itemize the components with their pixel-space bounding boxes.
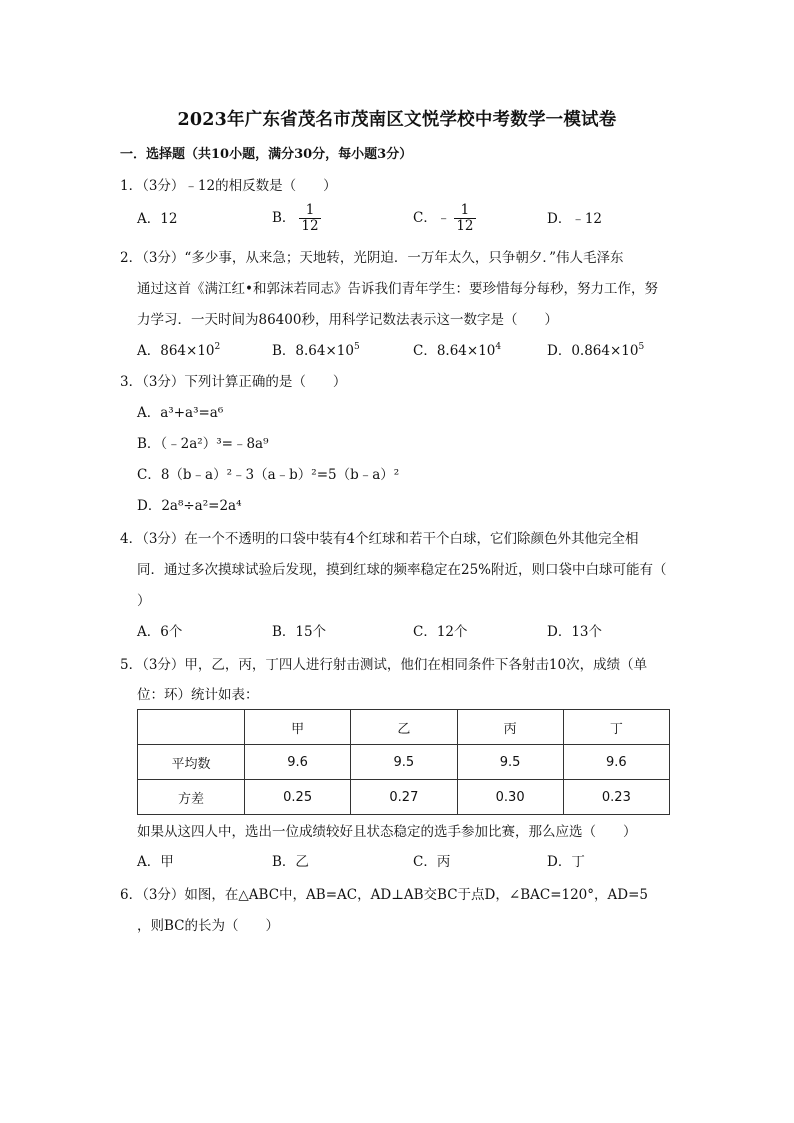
table-row	[138, 745, 670, 780]
question-5-line-1: 5．（3分）甲，乙，丙，丁四人进行射击测试，他们在相同条件下各射击10次，成绩（单	[120, 657, 648, 673]
question-4-line-3: ）	[137, 593, 151, 609]
q3-option-d: D．2a⁸÷a²=2a⁴	[137, 498, 242, 514]
q5-option-b: B．乙	[272, 854, 309, 870]
question-1-stem: 1．（3分）﹣12的相反数是（ ）	[120, 178, 337, 194]
table-cell: 9.6	[563, 745, 669, 780]
q1-option-b-fraction	[299, 203, 320, 234]
question-5-line-2: 位：环）统计如表：	[137, 687, 259, 703]
question-6-line-2: ，则BC的长为（ ）	[137, 918, 280, 934]
exponent: 4	[495, 342, 502, 352]
q1-option-d: D．﹣12	[547, 211, 603, 227]
q2-option-c	[413, 342, 501, 360]
q2-option-a	[137, 342, 220, 360]
table-cell: 9.6	[245, 745, 351, 780]
exam-title: 2023年广东省茂名市茂南区文悦学校中考数学一模试卷	[177, 110, 617, 130]
table-header-cell	[138, 710, 245, 745]
fraction-numerator: 1	[305, 202, 315, 218]
table-cell: 0.30	[457, 780, 563, 815]
question-4-line-1: 4．（3分）在一个不透明的口袋中装有4个红球和若干个白球，它们除颜色外其他完全相	[120, 531, 639, 547]
option-text: C．8.64×10	[413, 343, 496, 359]
q1-option-c-fraction	[454, 203, 475, 234]
exponent: 2	[214, 342, 221, 352]
q5-option-c: C．丙	[413, 854, 451, 870]
table-cell: 0.23	[563, 780, 669, 815]
table-header-cell: 乙	[351, 710, 457, 745]
q1-option-b	[272, 203, 321, 234]
table-row-label: 平均数	[138, 745, 245, 780]
question-6-line-1: 6．（3分）如图，在△ABC中，AB=AC，AD⊥AB交BC于点D，∠BAC=120°，AD=5	[120, 887, 648, 903]
q3-option-b: B．（﹣2a²）³=﹣8a⁹	[137, 436, 269, 452]
question-2-line-2: 通过这首《满江红•和郭沫若同志》告诉我们青年学生：要珍惜每分每秒，努力工作，努	[137, 281, 658, 297]
q1-option-b-prefix: B．	[272, 210, 296, 226]
question-5-followup: 如果从这四人中，选出一位成绩较好且状态稳定的选手参加比赛，那么应选（ ）	[137, 824, 637, 840]
question-4-line-2: 同．通过多次摸球试验后发现，摸到红球的频率稳定在25%附近，则口袋中白球可能有（	[137, 562, 667, 578]
q1-option-c	[413, 203, 476, 234]
option-text: A．864×10	[137, 343, 215, 359]
option-text: B．8.64×10	[272, 343, 354, 359]
q1-option-c-prefix: C．﹣	[413, 210, 451, 226]
shooting-stats-table	[137, 709, 670, 815]
question-3-stem: 3．（3分）下列计算正确的是（ ）	[120, 374, 347, 390]
table-row	[138, 780, 670, 815]
question-2-line-1: 2．（3分）“多少事，从来急；天地转，光阴迫．一万年太久，只争朝夕．”伟人毛泽东	[120, 250, 624, 266]
exponent: 5	[353, 342, 360, 352]
q3-option-c: C．8（b﹣a）²﹣3（a﹣b）²=5（b﹣a）²	[137, 467, 400, 483]
q3-option-a: A．a³+a³=a⁶	[137, 405, 224, 421]
fraction-denominator: 12	[301, 218, 319, 234]
table-row-label: 方差	[138, 780, 245, 815]
q4-option-c: C．12个	[413, 624, 468, 640]
q1-option-a: A．12	[137, 211, 178, 227]
question-2-line-3: 力学习．一天时间为86400秒，用科学记数法表示这一数字是（ ）	[137, 312, 558, 328]
q5-option-a: A．甲	[137, 854, 174, 870]
table-cell: 0.25	[245, 780, 351, 815]
table-header-row	[138, 710, 670, 745]
table-cell: 9.5	[351, 745, 457, 780]
table-header-cell: 甲	[245, 710, 351, 745]
q4-option-b: B．15个	[272, 624, 327, 640]
exponent: 5	[638, 342, 645, 352]
section-heading: 一．选择题（共10小题，满分30分，每小题3分）	[120, 147, 413, 162]
q2-option-b	[272, 342, 360, 360]
table-cell: 9.5	[457, 745, 563, 780]
q5-option-d: D．丁	[547, 854, 585, 870]
q2-option-d	[547, 342, 644, 360]
table-cell: 0.27	[351, 780, 457, 815]
fraction-denominator: 12	[456, 218, 474, 234]
table-header-cell: 丁	[563, 710, 669, 745]
fraction-numerator: 1	[460, 202, 470, 218]
option-text: D．0.864×10	[547, 343, 639, 359]
q4-option-a: A．6个	[137, 624, 183, 640]
q4-option-d: D．13个	[547, 624, 603, 640]
table-header-cell: 丙	[457, 710, 563, 745]
